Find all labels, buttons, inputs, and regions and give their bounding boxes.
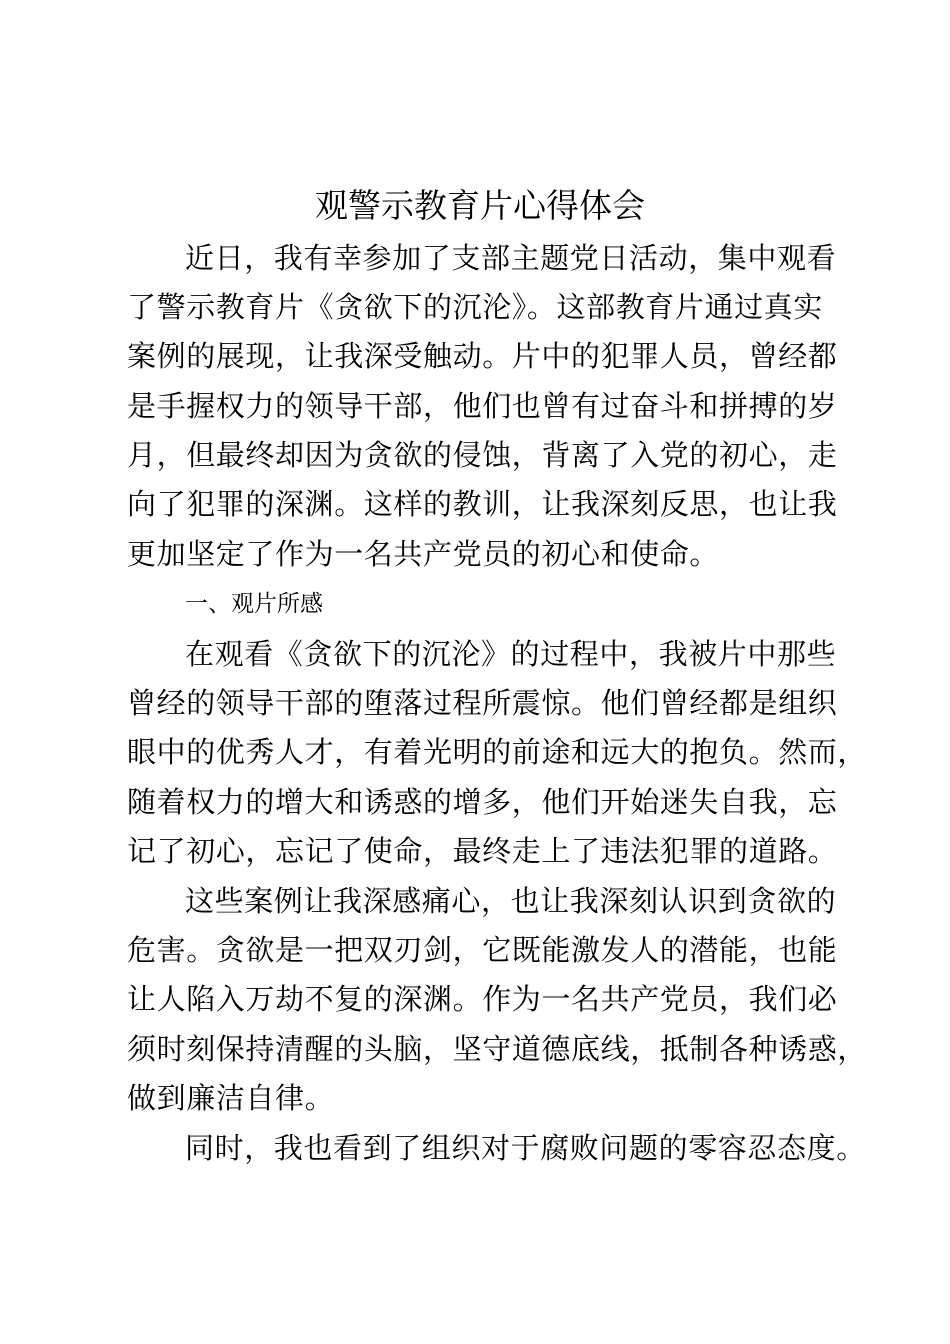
section-heading: 一、观片所感	[185, 591, 323, 617]
paragraph-1-line-7: 更加坚定了作为一名共产党员的初心和使命。	[127, 537, 720, 571]
paragraph-3-line-5: 做到廉洁自律。	[127, 1081, 335, 1115]
paragraph-1-line-1: 近日，我有幸参加了支部主题党日活动，集中观看	[185, 241, 837, 275]
paragraph-3-line-3: 让人陷入万劫不复的深渊。作为一名共产党员，我们必	[127, 982, 838, 1016]
paragraph-2-line-1: 在观看《贪欲下的沉沦》的过程中，我被片中那些	[185, 637, 837, 671]
paragraph-2-line-5: 记了初心，忘记了使命，最终走上了违法犯罪的道路。	[127, 834, 838, 868]
paragraph-2-line-3: 眼中的优秀人才，有着光明的前途和远大的抱负。然而，	[127, 735, 868, 769]
paragraph-1-line-5: 月，但最终却因为贪欲的侵蚀，背离了入党的初心，走	[127, 438, 838, 472]
paragraph-1-line-4: 是手握权力的领导干部，他们也曾有过奋斗和拼搏的岁	[127, 389, 838, 423]
paragraph-2-line-4: 随着权力的增大和诱惑的增多，他们开始迷失自我，忘	[127, 785, 838, 819]
paragraph-1-line-6: 向了犯罪的深渊。这样的教训，让我深刻反思，也让我	[127, 487, 838, 521]
paragraph-3-line-1: 这些案例让我深感痛心，也让我深刻认识到贪欲的	[185, 884, 837, 918]
document-title: 观警示教育片心得体会	[315, 186, 645, 225]
paragraph-3-line-2: 危害。贪欲是一把双刃剑，它既能激发人的潜能，也能	[127, 933, 838, 967]
paragraph-1-line-3: 案例的展现，让我深受触动。片中的犯罪人员，曾经都	[127, 339, 838, 373]
paragraph-2-line-2: 曾经的领导干部的堕落过程所震惊。他们曾经都是组织	[127, 686, 838, 720]
paragraph-4-line-1: 同时，我也看到了组织对于腐败问题的零容忍态度。	[185, 1131, 866, 1165]
paragraph-1-line-2: 了警示教育片《贪欲下的沉沦》。这部教育片通过真实	[127, 290, 823, 324]
paragraph-3-line-4: 须时刻保持清醒的头脑，坚守道德底线，抵制各种诱惑，	[127, 1032, 868, 1066]
